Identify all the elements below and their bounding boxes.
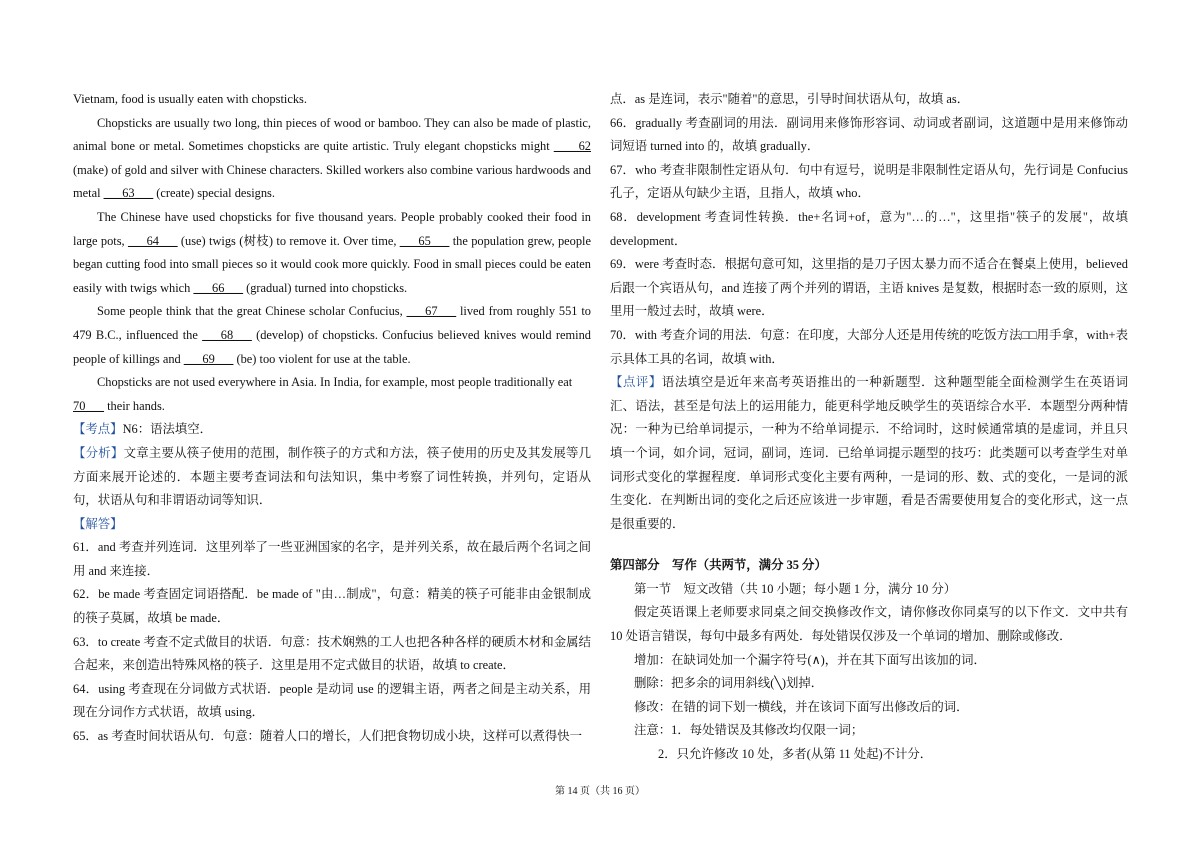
answer-63: 63．to create 考查不定式做目的状语．句意：技术娴熟的工人也把各种各样的硬质木材和金属结合起来，来创造出特殊风格的筷子．这里是用不定式做目的状语，故填 to create．: [73, 634, 591, 673]
blank-65: ___65___: [399, 233, 450, 248]
instruction-delete: 删除：把多余的词用斜线(╲)划掉．: [634, 676, 824, 691]
text: lived from roughly 551 to 479 B.C., influenced the: [73, 304, 591, 342]
text: the population grew, people began cutting food into small pieces so it would cook more quickly. Food in small pieces could be eaten easily with twigs which: [73, 233, 591, 295]
right-column: [610, 88, 1128, 767]
answer-70: 70．with 考查介词的用法．句意：在印度，大部分人还是用传统的吃饭方法□□用手拿，with+表示具体工具的名词，故填 with．: [610, 327, 1128, 366]
answer-66: 66．gradually 考查副词的用法．副词用来修饰形容词、动词或者副词，这道题中是用来修饰动词短语 turned into 的，故填 gradually．: [610, 115, 1128, 154]
dianping-text: 语法填空是近年来高考英语推出的一种新题型．这种题型能全面检测学生在英语词汇、语法，甚至是句法上的运用能力，能更科学地反映学生的英语综合水平．本题型分两种情况：一种为已给单词提示，一种为不给单词提示．不给词时，这时候通常填的是虚词，并且只填一个词，如介词，冠词，副词，连词．已给单词提示题型的技巧：此类题可以考查学生对单词形式变化的掌握程度．单词形式变化主要有两种，一是词的形、数、式的变化，一是词的派生变化．在判断出词的变化之后还应该进一步审题，看是否需要使用复合的变化形式，这一点是很重要的．: [610, 375, 1129, 531]
section1-title: 第一节 短文改错（共 10 小题；每小题 1 分，满分 10 分）: [634, 581, 957, 596]
part4-title: 第四部分 写作（共两节，满分 35 分）: [610, 558, 827, 573]
answer-68: 68．development 考查词性转换．the+名词+of，意为"…的…"，这里指"筷子的发展"，故填 development．: [610, 209, 1128, 248]
text: (make) of gold and silver with Chinese characters. Skilled workers also combine various hardwoods and metal: [73, 162, 591, 201]
fenxi-tag: 【分析】: [73, 445, 124, 460]
page-footer: 第 14 页（共 16 页）: [555, 786, 645, 797]
text: (use) twigs (树枝) to remove it. Over time,: [177, 233, 400, 248]
answer-69: 69．were 考查时态．根据句意可知，这里指的是刀子因太暴力而不适合在餐桌上使用，believed 后跟一个宾语从句，and 连接了两个并列的谓语，主语 knives 是复数，根据时态一致的原则，这里用一般过去时，故填 were．: [610, 257, 1128, 319]
text: (gradual) turned into chopsticks.: [243, 280, 408, 295]
answer-65: 65．as 考查时间状语从句．句意：随着人口的增长，人们把食物切成小块，这样可以煮得快一: [73, 729, 583, 744]
left-column: [73, 88, 591, 749]
answer-65-continued: 点．as 是连词，表示"随着"的意思，引导时间状语从句，故填 as．: [610, 92, 970, 106]
passage-paragraph-2: [73, 112, 591, 206]
answer-61: 61．and 考查并列连词．这里列举了一些亚洲国家的名字，是并列关系，故在最后两个名词之间用 and 来连接．: [73, 540, 591, 578]
blank-70: 70___: [73, 398, 104, 413]
passage-paragraph-3: [73, 206, 591, 300]
kaodian: [73, 418, 591, 442]
text: Chopsticks are usually two long, thin pieces of wood or bamboo. They can also be made of plastic, animal bone or metal. Sometimes chopsticks are quite artistic. Truly elegant chopsticks might: [73, 115, 591, 154]
text: their hands.: [103, 398, 165, 413]
blank-68: ___68___: [202, 327, 252, 342]
jieda-tag: 【解答】: [73, 516, 123, 531]
dianping-tag: 【点评】: [610, 375, 662, 390]
note-2: 2．只允许修改 10 处，多者(从第 11 处起)不计分．: [658, 747, 933, 762]
kaodian-text: N6：语法填空．: [122, 422, 213, 437]
passage-paragraph-5: [73, 371, 591, 418]
text: Some people think that the great Chinese scholar Confucius,: [97, 304, 407, 319]
answer-67: 67．who 考查非限制性定语从句．句中有逗号，说明是非限制性定语从句，先行词是 Confucius 孔子，定语从句缺少主语，且指人，故填 who．: [610, 162, 1128, 201]
instruction-modify: 修改：在错的词下划一横线，并在该词下面写出修改后的词．: [634, 699, 969, 714]
jieda: [73, 513, 591, 537]
passage-line: Vietnam, food is usually eaten with chopsticks.: [73, 92, 307, 106]
blank-69: ___69___: [183, 351, 234, 366]
dianping: [610, 371, 1128, 536]
blank-66: ___66___: [193, 280, 244, 295]
blank-63: ___63___: [103, 186, 154, 201]
text: The Chinese have used chopsticks for five thousand years. People probably cooked their food in large pots,: [73, 209, 591, 248]
blank-64: ___64___: [128, 233, 178, 248]
blank-67: ___67___: [406, 304, 457, 319]
note-1: 注意：1．每处错误及其修改均仅限一词；: [634, 723, 864, 738]
passage-paragraph-4: [73, 300, 591, 371]
fenxi-text: 文章主要从筷子使用的范围，制作筷子的方式和方法，筷子使用的历史及其发展等几方面来展开论述的．本题主要考查词法和句法知识，集中考察了词性转换，并列句，定语从句，状语从句和非谓语动词等知识．: [73, 445, 592, 508]
instruction-add: 增加：在缺词处加一个漏字符号(∧)，并在其下面写出该加的词．: [634, 652, 986, 667]
text: (develop) of chopsticks. Confucius believed knives would remind people of killings and: [73, 327, 591, 366]
answer-64: 64．using 考查现在分词做方式状语．people 是动词 use 的逻辑主语，两者之间是主动关系，用现在分词作方式状语，故填 using．: [73, 681, 591, 720]
text: (be) too violent for use at the table.: [233, 351, 411, 366]
fenxi: [73, 442, 591, 513]
instructions: 假定英语课上老师要求同桌之间交换修改作文，请你修改你同桌写的以下作文．文中共有 10 处语言错误，每句中最多有两处．每处错误仅涉及一个单词的增加、删除或修改．: [610, 605, 1128, 644]
text: (create) special designs.: [153, 186, 275, 201]
kaodian-tag: 【考点】: [73, 422, 123, 437]
spacer: [610, 536, 1128, 554]
answer-62: 62．be made 考查固定词语搭配．be made of "由…制成"，句意：精美的筷子可能非由金银制成的筷子莫属，故填 be made．: [73, 587, 591, 626]
text: Chopsticks are not used everywhere in Asia. In India, for example, most people traditionally eat: [97, 375, 573, 390]
blank-62: ____62: [553, 139, 591, 154]
